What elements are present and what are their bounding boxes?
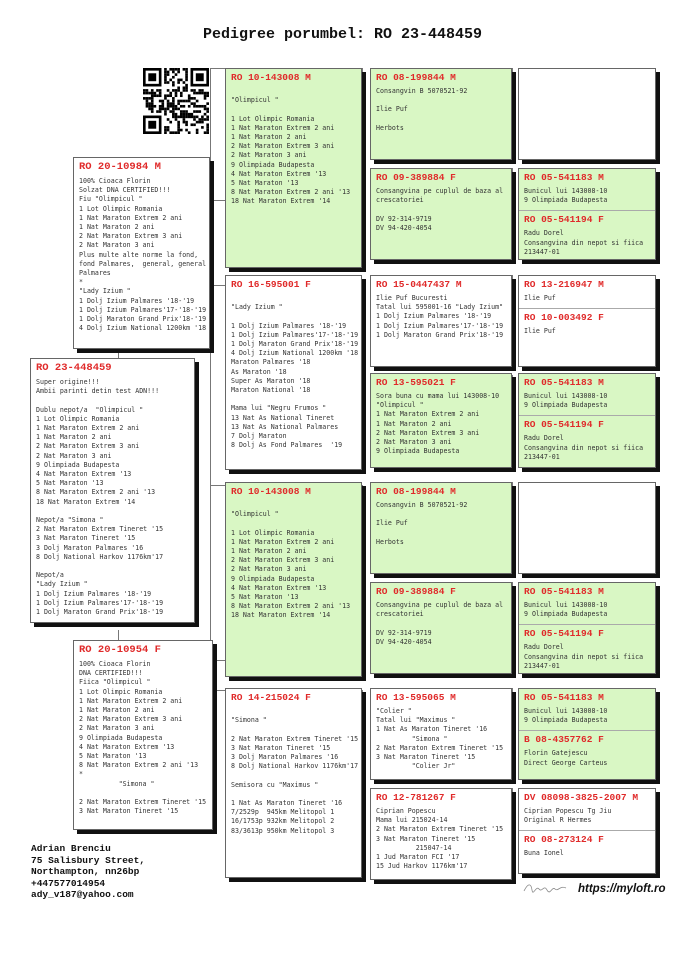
pigeon-ring-id: RO 08-199844 M: [376, 486, 456, 497]
connector-line: [512, 275, 513, 365]
pigeon-ring-id: RO 13-595021 F: [376, 377, 456, 388]
pigeon-notes: Ciprian Popescu Mama lui 215024-14 2 Nat Maraton Extrem Tineret '15 3 Nat Maraton Tineret '15 215047-14 1 Jud Maraton FCI '17 15 Jud Harkov 1176km'17: [376, 807, 504, 871]
pigeon-card-dss[interactable]: [370, 482, 512, 574]
owner-email: ady_v187@yahoo.com: [31, 889, 134, 900]
pigeon-ring-id: RO 05-541194 F: [524, 628, 604, 640]
website-link[interactable]: https://myloft.ro: [578, 883, 666, 895]
pigeon-notes: Bunicul lui 143008-10 9 Olimpiada Budapesta: [524, 707, 608, 725]
owner-contact: [31, 843, 145, 901]
connector-line: [362, 690, 363, 875]
pigeon-card-g5-empty: [518, 68, 656, 160]
pigeon-ring-id: RO 20-10954 F: [79, 644, 161, 656]
pigeon-notes: Consangvin B 5070521-92 Ilie Puf Herbots: [376, 501, 468, 546]
pigeon-card-g5-pair[interactable]: [518, 275, 656, 367]
pigeon-card-ssd[interactable]: [370, 168, 512, 260]
connector-line: [362, 68, 363, 238]
pigeon-notes: "Simona " 2 Nat Maraton Extrem Tineret '15 3 Nat Maraton Tineret '15 3 Dolj Maraton Palmares '16 8 Dolj National Harkov 1176km'17 Semisora cu "Maximus " 1 Nat As Maraton Tineret '16 7/2529p 945km Melitopol 1 16/1753p 932km Melitopol 2 83/3613p 950km Melitopol 3: [231, 716, 359, 835]
card-divider: [519, 415, 655, 416]
pigeon-ring-id: RO 10-143008 M: [231, 486, 311, 497]
pigeon-card-sire[interactable]: [73, 157, 210, 349]
pigeon-card-sdd[interactable]: [370, 373, 512, 468]
connector-line: [512, 482, 513, 572]
connector-line: [362, 280, 363, 455]
pigeon-card-dds[interactable]: [370, 688, 512, 780]
owner-city: Northampton, nn26bp: [31, 866, 140, 877]
connector-line: [512, 688, 513, 778]
pigeon-notes: Ilie Puf: [524, 327, 556, 336]
pigeon-card-dsd[interactable]: [370, 582, 512, 674]
pigeon-card-subject[interactable]: [30, 358, 195, 623]
pigeon-ring-id: RO 05-541183 M: [524, 692, 604, 703]
pigeon-card-g5-pair[interactable]: [518, 788, 656, 874]
pigeon-ring-id: RO 10-003492 F: [524, 312, 604, 324]
pigeon-ring-id: RO 05-541194 F: [524, 214, 604, 226]
pigeon-card-g5-pair[interactable]: [518, 582, 656, 674]
pigeon-ring-id: RO 23-448459: [36, 362, 112, 374]
pigeon-notes: Ciprian Popescu Tg Jiu Original R Hermes: [524, 807, 612, 825]
pigeon-notes: "Olimpicul " 1 Lot Olimpic Romania 1 Nat Maraton Extrem 2 ani 1 Nat Maraton 2 ani 2 Nat Maraton Extrem 3 ani 2 Nat Maraton 3 ani 9 Olimpiada Budapesta 4 Nat Maraton Extrem '13 5 Nat Maraton '13 8 Nat Maraton Extrem 2 ani '13 18 Nat Maraton Extrem '14: [231, 510, 351, 620]
pigeon-card-g5-pair[interactable]: [518, 168, 656, 260]
pigeon-card-sds[interactable]: [370, 275, 512, 367]
pigeon-card-dam-dam[interactable]: [225, 688, 362, 878]
pigeon-ring-id: B 08-4357762 F: [524, 734, 604, 746]
pigeon-ring-id: RO 12-781267 F: [376, 792, 456, 803]
pigeon-ring-id: RO 09-389884 F: [376, 586, 456, 597]
card-divider: [519, 308, 655, 309]
pigeon-notes: Florin Gatejescu Direct George Carteus: [524, 749, 608, 767]
pigeon-ring-id: RO 05-541183 M: [524, 377, 604, 388]
pigeon-ring-id: RO 15-0447437 M: [376, 279, 462, 290]
signature-icon: [522, 881, 568, 895]
card-divider: [519, 830, 655, 831]
pigeon-ring-id: RO 09-389884 F: [376, 172, 456, 183]
pigeon-notes: Radu Dorel Consangvina din nepot si fiica 213447-01: [524, 643, 644, 670]
pigeon-card-dam-sire[interactable]: [225, 482, 362, 677]
pigeon-notes: Consangvina pe cuplul de baza al crescatoriei DV 92-314-9719 DV 94-420-4054: [376, 601, 504, 646]
card-divider: [519, 210, 655, 211]
pigeon-notes: Bunicul lui 143008-10 9 Olimpiada Budapesta: [524, 601, 608, 619]
pigeon-card-sire-sire[interactable]: [225, 68, 362, 268]
connector-line: [210, 285, 225, 286]
owner-phone: +447577014954: [31, 877, 106, 889]
pigeon-card-dam[interactable]: [73, 640, 213, 830]
pigeon-card-sire-dam[interactable]: [225, 275, 362, 470]
pigeon-ring-id: RO 05-541183 M: [524, 172, 604, 183]
pigeon-ring-id: DV 08098-3825-2007 M: [524, 792, 639, 803]
pigeon-notes: 100% Cioaca Florin Solzat DNA CERTIFIED!!! Fiu "Olimpicul " 1 Lot Olimpic Romania 1 Nat Maraton Extrem 2 ani 1 Nat Maraton 2 ani 2 Nat Maraton Extrem 3 ani 2 Nat Maraton 3 ani Plus multe alte norme la fond, fond Palmares, general, general Palmares * "Lady Izium " 1 Dolj Izium Palmares '18-'19 1 Dolj Izium Palmares'17-'18-'19 1 Dolj Maraton Grand Prix'18-'19 4 Dolj Izium National 1200km '18: [79, 177, 207, 333]
connector-line: [210, 485, 225, 486]
pigeon-card-g5-pair[interactable]: [518, 688, 656, 780]
connector-line: [512, 375, 513, 465]
pigeon-notes: "Colier " Tatal lui "Maximus " 1 Nat As Maraton Tineret '16 "Simona " 2 Nat Maraton Extrem Tineret '15 3 Nat Maraton Tineret '15 "Colier Jr": [376, 707, 504, 771]
connector-line: [362, 485, 363, 660]
owner-street: 75 Salisbury Street,: [31, 854, 146, 866]
pigeon-notes: 100% Cioaca Florin DNA CERTIFIED!!! Fiica "Olimpicul " 1 Lot Olimpic Romania 1 Nat Maraton Extrem 2 ani 1 Nat Maraton 2 ani 2 Nat Maraton Extrem 3 ani 2 Nat Maraton 3 ani 9 Olimpiada Budapesta 4 Nat Maraton Extrem '13 5 Nat Maraton '13 8 Nat Maraton Extrem 2 ani '13 * "Simona " 2 Nat Maraton Extrem Tineret '15 3 Nat Maraton Tineret '15: [79, 660, 207, 816]
pigeon-notes: Consangvin B 5070521-92 Ilie Puf Herbots: [376, 87, 468, 132]
pigeon-ring-id: RO 16-595001 F: [231, 279, 311, 290]
pigeon-notes: Bunicul lui 143008-10 9 Olimpiada Budapesta: [524, 392, 608, 410]
pigeon-notes: Buna Ionel: [524, 849, 564, 858]
connector-line: [210, 68, 211, 508]
pigeon-card-g5-pair[interactable]: [518, 373, 656, 468]
pigeon-notes: Bunicul lui 143008-10 9 Olimpiada Budapesta: [524, 187, 608, 205]
card-divider: [519, 730, 655, 731]
page-title: Pedigree porumbel: RO 23-448459: [202, 26, 483, 43]
pigeon-notes: Consangvina pe cuplul de baza al crescatoriei DV 92-314-9719 DV 94-420-4054: [376, 187, 504, 232]
owner-name: Adrian Brenciu: [31, 843, 111, 854]
pigeon-ring-id: RO 05-541183 M: [524, 586, 604, 597]
connector-line: [512, 68, 513, 158]
connector-line: [512, 168, 513, 258]
pigeon-card-sss[interactable]: [370, 68, 512, 160]
pigeon-ring-id: RO 13-216947 M: [524, 279, 604, 290]
pigeon-card-ddd[interactable]: [370, 788, 512, 880]
pigeon-ring-id: RO 13-595065 M: [376, 692, 456, 703]
pigeon-ring-id: RO 05-541194 F: [524, 419, 604, 431]
connector-line: [210, 68, 225, 69]
connector-line: [512, 582, 513, 672]
pigeon-notes: Radu Dorel Consangvina din nepot si fiica 213447-01: [524, 229, 644, 256]
pigeon-ring-id: RO 20-10984 M: [79, 161, 161, 173]
pigeon-notes: "Olimpicul " 1 Lot Olimpic Romania 1 Nat Maraton Extrem 2 ani 1 Nat Maraton 2 ani 2 Nat Maraton Extrem 3 ani 2 Nat Maraton 3 ani 9 Olimpiada Budapesta 4 Nat Maraton Extrem '13 5 Nat Maraton '13 8 Nat Maraton Extrem 2 ani '13 18 Nat Maraton Extrem '14: [231, 96, 351, 206]
connector-line: [210, 200, 225, 201]
pigeon-notes: Radu Dorel Consangvina din nepot si fiica 213447-01: [524, 434, 644, 461]
pigeon-ring-id: RO 14-215024 F: [231, 692, 311, 703]
qr-code: [143, 68, 209, 134]
pigeon-ring-id: RO 08-199844 M: [376, 72, 456, 83]
pigeon-notes: Super origine!!! Ambii parinti detin test ADN!!! Dublu nepot/a "Olimpicul " 1 Lot Olimpic Romania 1 Nat Maraton Extrem 2 ani 1 Nat Maraton 2 ani 2 Nat Maraton Extrem 3 ani 2 Nat Maraton 3 ani 9 Olimpiada Budapesta 4 Nat Maraton Extrem '13 5 Nat Maraton '13 8 Nat Maraton Extrem 2 ani '13 18 Nat Maraton Extrem '14 Nepot/a "Simona " 2 Nat Maraton Extrem Tineret '15 3 Nat Maraton Tineret '15 3 Dolj Maraton Palmares '16 8 Dolj National Harkov 1176km'17 Nepot/a "Lady Izium " 1 Dolj Izium Palmares '18-'19 1 Dolj Izium Palmares'17-'18-'19 1 Dolj Maraton Grand Prix'18-'19: [36, 378, 164, 617]
pigeon-notes: Ilie Puf Bucuresti Tatal lui 595001-16 "Lady Izium" 1 Dolj Izium Palmares '18-'19 1 Dolj Izium Palmares'17-'18-'19 1 Dolj Maraton Grand Prix'18-'19: [376, 294, 504, 339]
pigeon-notes: "Lady Izium " 1 Dolj Izium Palmares '18-'19 1 Dolj Izium Palmares'17-'18-'19 1 Dolj Maraton Grand Prix'18-'19 4 Dolj Izium National 1200km '18 Maraton Palmares '18 As Maraton '18 Super As Maraton '18 Maraton National '18 Mama lui "Negru Frumos " 13 Nat As National Tineret 13 Nat As National Palmares 7 Dolj Maraton 8 Dolj As Fond Palmares '19: [231, 303, 359, 450]
pigeon-notes: Ilie Puf: [524, 294, 556, 302]
pigeon-card-g5-empty: [518, 482, 656, 574]
pigeon-ring-id: RO 10-143008 M: [231, 72, 311, 83]
pigeon-notes: Sora buna cu mama lui 143008-10 "Olimpicul " 1 Nat Maraton Extrem 2 ani 1 Nat Maraton 2 ani 2 Nat Maraton Extrem 3 ani 2 Nat Maraton 3 ani 9 Olimpiada Budapesta: [376, 392, 500, 456]
card-divider: [519, 624, 655, 625]
pigeon-ring-id: RO 08-273124 F: [524, 834, 604, 846]
connector-line: [512, 788, 513, 878]
